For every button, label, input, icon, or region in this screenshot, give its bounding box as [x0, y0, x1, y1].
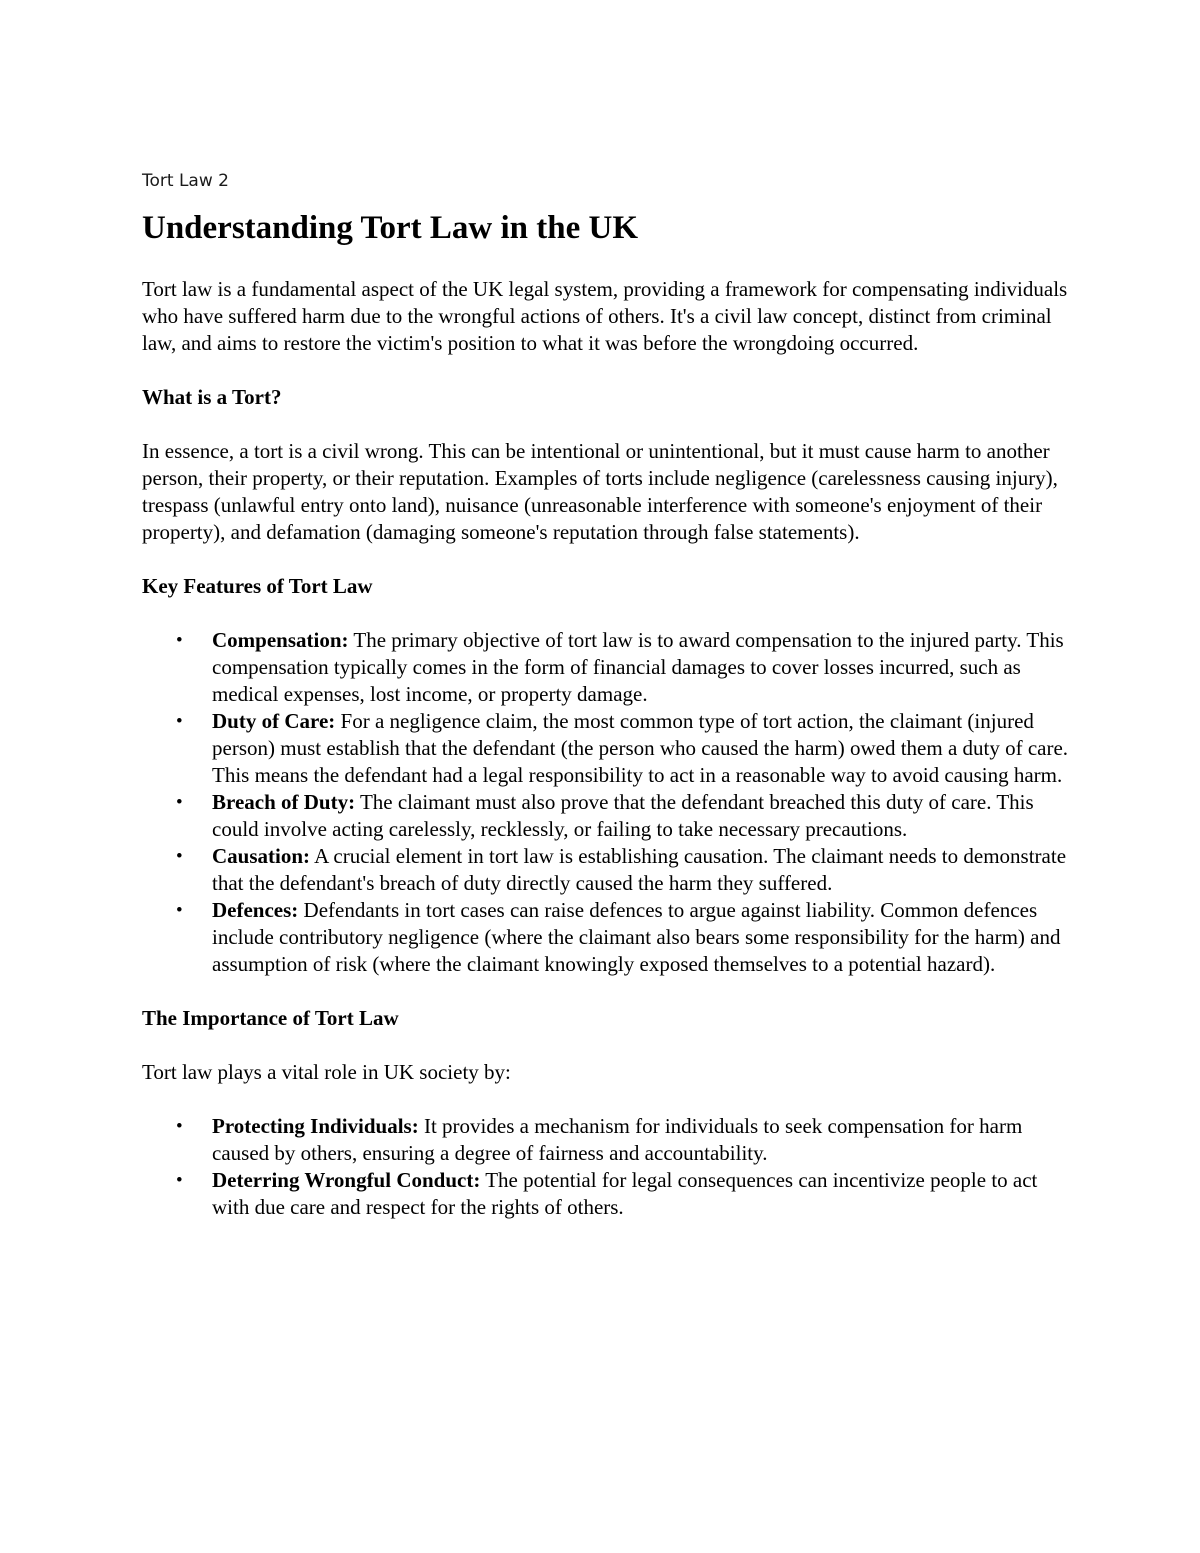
importance-intro: Tort law plays a vital role in UK society by:	[142, 1060, 511, 1084]
list-item-term: Breach of Duty:	[212, 790, 356, 814]
what-is-tort-heading: What is a Tort?	[142, 385, 282, 409]
bullet-icon: •	[176, 846, 183, 867]
document-page	[142, 168, 1072, 1248]
list-item	[176, 1167, 1072, 1221]
list-item-term: Causation:	[212, 844, 311, 868]
list-item	[176, 627, 1072, 708]
what-is-tort-paragraph: In essence, a tort is a civil wrong. This can be intentional or unintentional, but it must cause harm to another person, their property, or their reputation. Examples of torts include negligence (carelessness causing injury), trespass (unlawful entry onto land), nuisance (unreasonable interference with someone's enjoyment of their property), and defamation (damaging someone's reputation through false statements).	[142, 439, 1058, 544]
list-item-term: Protecting Individuals:	[212, 1114, 419, 1138]
bullet-icon: •	[176, 792, 183, 813]
list-item	[176, 843, 1072, 897]
bullet-icon: •	[176, 1170, 183, 1191]
list-item	[176, 897, 1072, 978]
page-title: Understanding Tort Law in the UK	[142, 210, 639, 246]
list-item-term: Deterring Wrongful Conduct:	[212, 1168, 481, 1192]
list-item-text: It provides a mechanism for individuals to seek compensation for harm caused by others, ensuring a degree of fairness and accountability.	[212, 1114, 1023, 1165]
list-item-text: A crucial element in tort law is establishing causation. The claimant needs to demonstrate that the defendant's breach of duty directly caused the harm they suffered.	[212, 844, 1067, 895]
intro-paragraph: Tort law is a fundamental aspect of the UK legal system, providing a framework for compensating individuals who have suffered harm due to the wrongful actions of others. It's a civil law concept, distinct from criminal law, and aims to restore the victim's position to what it was before the wrongdoing occurred.	[142, 277, 1068, 355]
list-item-term: Defences:	[212, 898, 299, 922]
bullet-icon: •	[176, 1116, 183, 1137]
list-item-text: Defendants in tort cases can raise defences to argue against liability. Common defences include contributory negligence (where the claimant also bears some responsibility for the harm) and assumption of risk (where the claimant knowingly exposed themselves to a potential hazard).	[212, 898, 1061, 976]
key-features-heading: Key Features of Tort Law	[142, 574, 373, 598]
list-item-text: The potential for legal consequences can incentivize people to act with due care and respect for the rights of others.	[212, 1168, 1038, 1219]
list-item	[176, 789, 1072, 843]
bullet-icon: •	[176, 711, 183, 732]
list-item-term: Duty of Care:	[212, 709, 336, 733]
list-item-text: The primary objective of tort law is to award compensation to the injured party. This compensation typically comes in the form of financial damages to cover losses incurred, such as medical expenses, lost income, or property damage.	[212, 628, 1064, 706]
key-features-list	[142, 627, 1072, 978]
importance-heading: The Importance of Tort Law	[142, 1006, 399, 1030]
importance-list	[142, 1113, 1072, 1221]
list-item-term: Compensation:	[212, 628, 349, 652]
bullet-icon: •	[176, 900, 183, 921]
list-item-text: For a negligence claim, the most common type of tort action, the claimant (injured person) must establish that the defendant (the person who caused the harm) owed them a duty of care. This means the defendant had a legal responsibility to act in a reasonable way to avoid causing harm.	[212, 709, 1069, 787]
list-item	[176, 708, 1072, 789]
list-item	[176, 1113, 1072, 1167]
list-item-text: The claimant must also prove that the defendant breached this duty of care. This could involve acting carelessly, recklessly, or failing to take necessary precautions.	[212, 790, 1034, 841]
bullet-icon: •	[176, 630, 183, 651]
document-header-label: Tort Law 2	[142, 171, 229, 191]
